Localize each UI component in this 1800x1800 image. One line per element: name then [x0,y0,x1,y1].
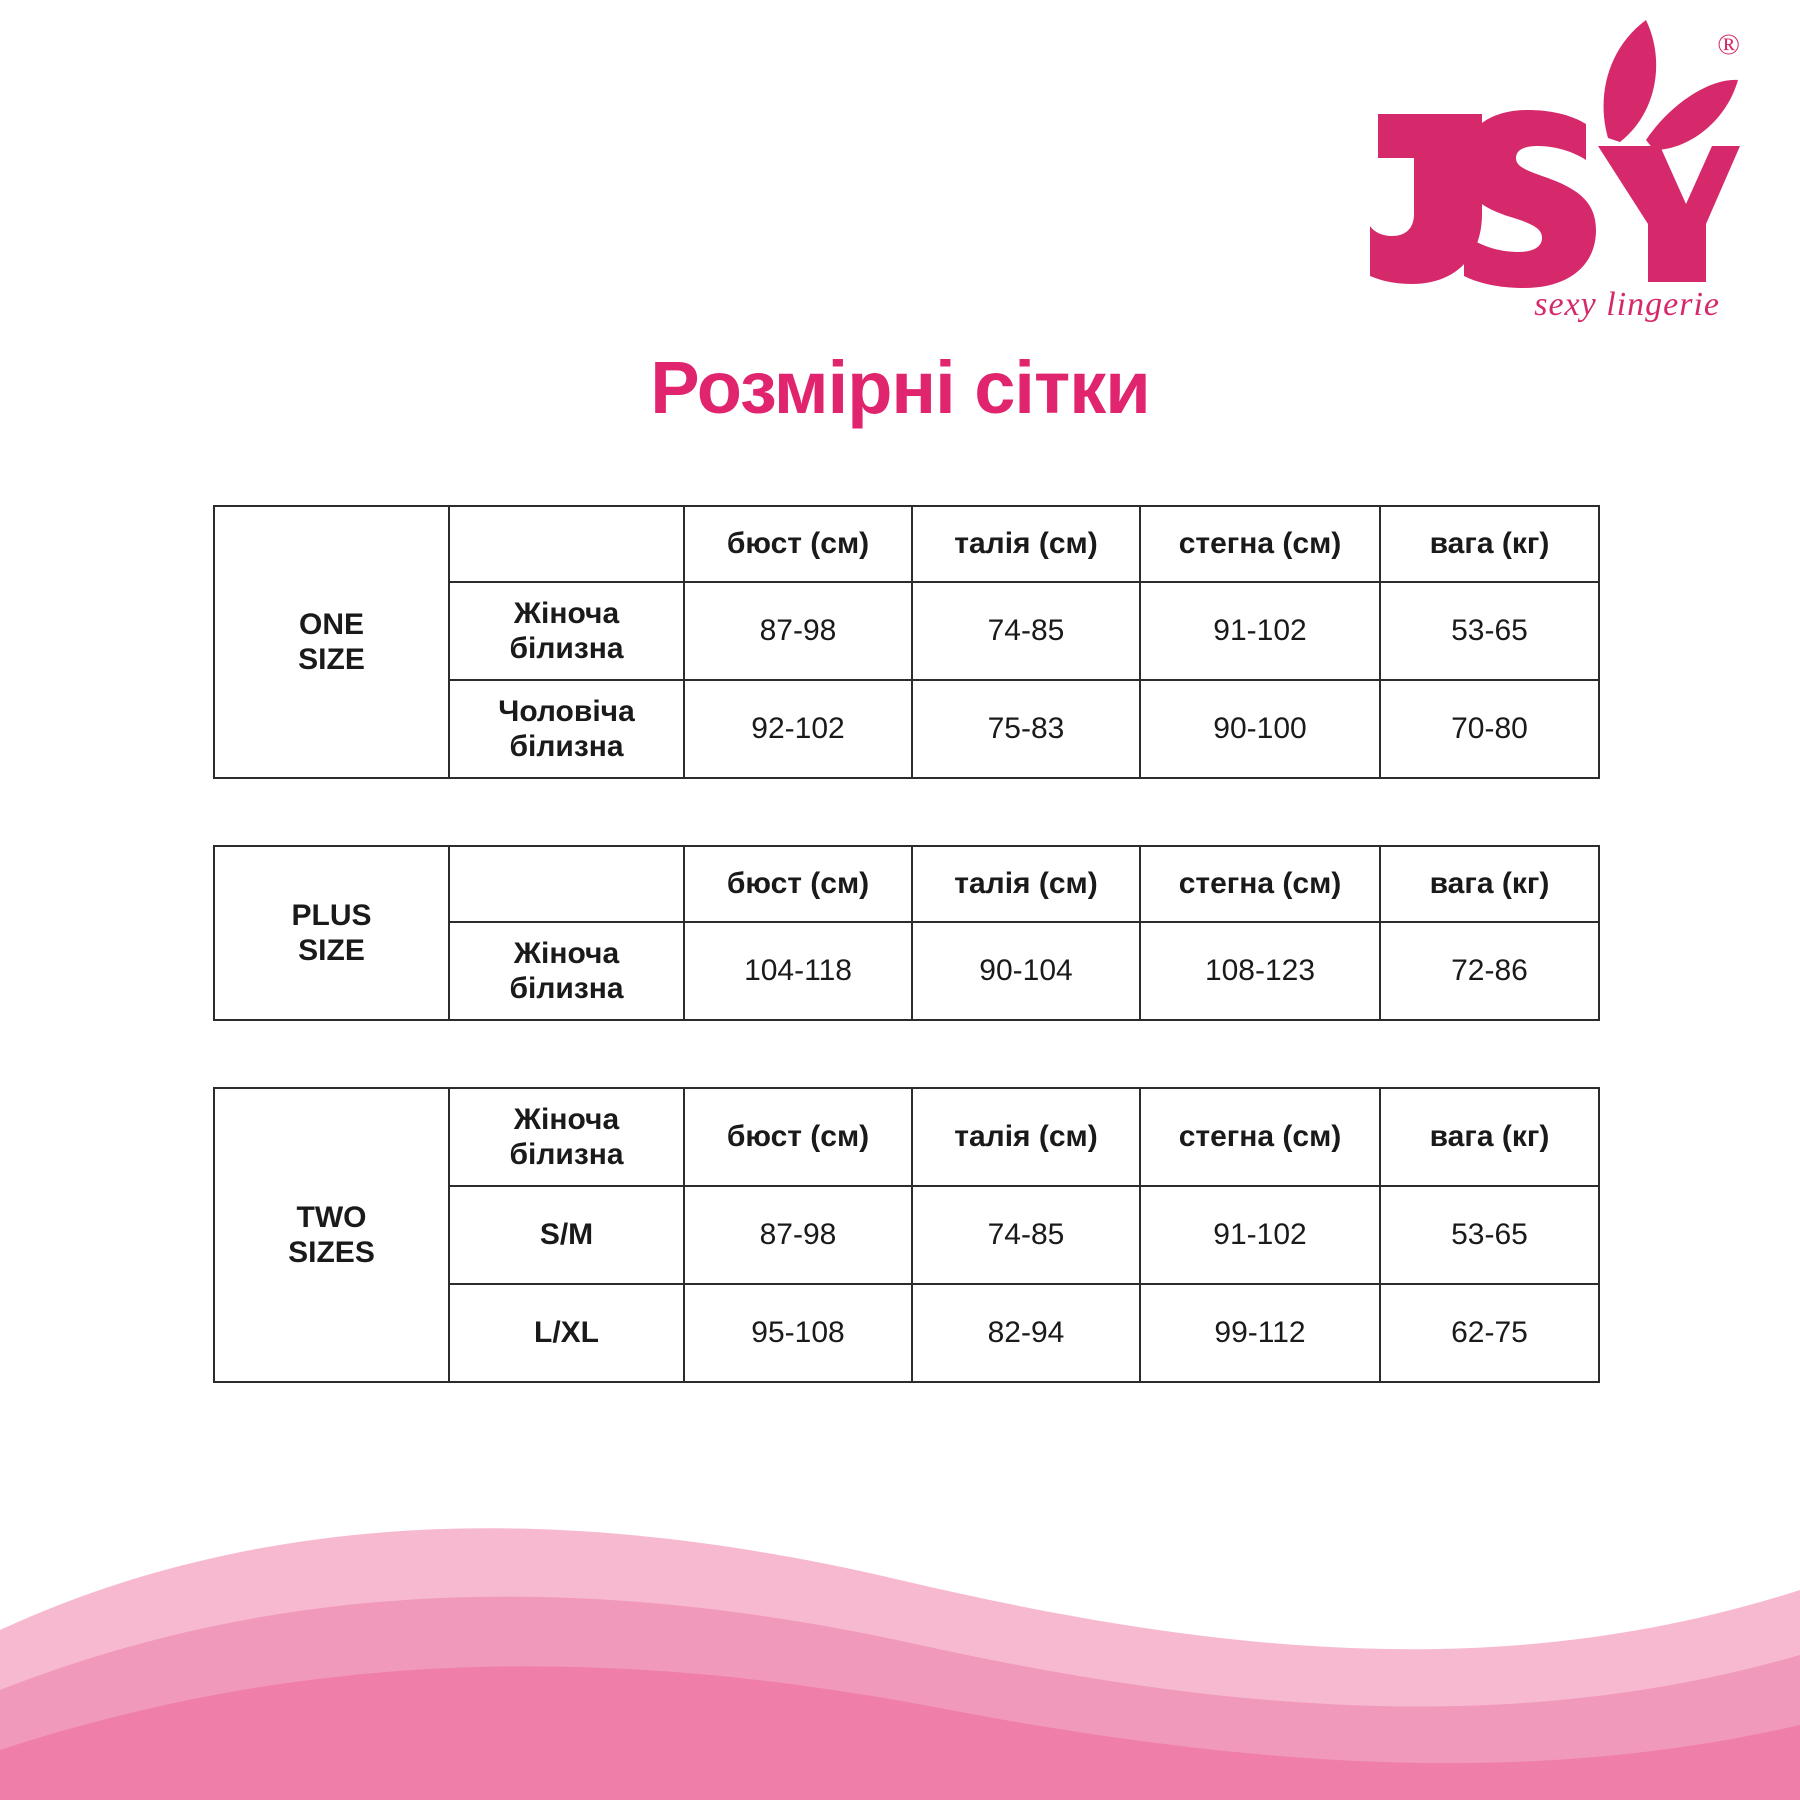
registered-mark-icon: ® [1717,28,1740,61]
category-label [214,1088,449,1382]
table-plus-size [213,845,1600,1021]
table-one-size [213,505,1600,779]
row-label-line2: білизна [509,730,624,763]
column-header-group-line2: білизна [509,1138,624,1171]
category-label [214,506,449,778]
empty-cell [449,846,684,922]
column-header-weight: вага (кг) [1380,1088,1599,1186]
cell-bust: 87-98 [684,1186,912,1284]
column-header-weight: вага (кг) [1380,846,1599,922]
cell-waist: 75-83 [912,680,1140,778]
cell-hips: 91-102 [1140,1186,1380,1284]
category-label-line2: SIZES [288,1236,375,1269]
column-header-waist: талія (см) [912,506,1140,582]
cell-hips: 90-100 [1140,680,1380,778]
decorative-waves [0,1380,1800,1800]
row-label-line1: Жіноча [513,936,620,970]
column-header-hips: стегна (см) [1140,1088,1380,1186]
column-header-waist: талія (см) [912,1088,1140,1186]
category-label-line1: TWO [296,1200,367,1234]
row-label-line2: білизна [509,632,624,665]
category-label [214,846,449,1020]
cell-weight: 53-65 [1380,582,1599,680]
table-row [214,846,1599,922]
cell-waist: 74-85 [912,582,1140,680]
brand-tagline: sexy lingerie [1534,286,1720,323]
row-label: L/XL [449,1284,684,1382]
column-header-weight: вага (кг) [1380,506,1599,582]
column-header-hips: стегна (см) [1140,506,1380,582]
empty-cell [449,506,684,582]
column-header-group-line1: Жіноча [513,1102,620,1136]
category-label-line1: PLUS [291,898,372,932]
column-header-group [449,1088,684,1186]
cell-bust: 92-102 [684,680,912,778]
row-label [449,582,684,680]
column-header-bust: бюст (см) [684,846,912,922]
column-header-bust: бюст (см) [684,1088,912,1186]
size-tables [213,505,1598,1449]
table-row [214,506,1599,582]
row-label-line1: Чоловіча [498,694,635,728]
cell-waist: 74-85 [912,1186,1140,1284]
cell-weight: 62-75 [1380,1284,1599,1382]
cell-weight: 72-86 [1380,922,1599,1020]
cell-bust: 104-118 [684,922,912,1020]
row-label [449,680,684,778]
category-label-line2: SIZE [298,643,365,676]
table-two-sizes [213,1087,1600,1383]
column-header-waist: талія (см) [912,846,1140,922]
cell-bust: 95-108 [684,1284,912,1382]
cell-weight: 70-80 [1380,680,1599,778]
jsy-logo-icon [1370,18,1740,288]
category-label-line2: SIZE [298,934,365,967]
row-label [449,922,684,1020]
cell-hips: 91-102 [1140,582,1380,680]
column-header-hips: стегна (см) [1140,846,1380,922]
category-label-line1: ONE [298,607,364,641]
cell-waist: 90-104 [912,922,1140,1020]
row-label: S/M [449,1186,684,1284]
cell-weight: 53-65 [1380,1186,1599,1284]
cell-hips: 108-123 [1140,922,1380,1020]
table-row [214,1088,1599,1186]
row-label-line1: Жіноча [513,596,620,630]
column-header-bust: бюст (см) [684,506,912,582]
cell-bust: 87-98 [684,582,912,680]
cell-waist: 82-94 [912,1284,1140,1382]
brand-logo [1370,18,1740,323]
cell-hips: 99-112 [1140,1284,1380,1382]
page-title: Розмірні сітки [650,346,1150,429]
row-label-line2: білизна [509,972,624,1005]
